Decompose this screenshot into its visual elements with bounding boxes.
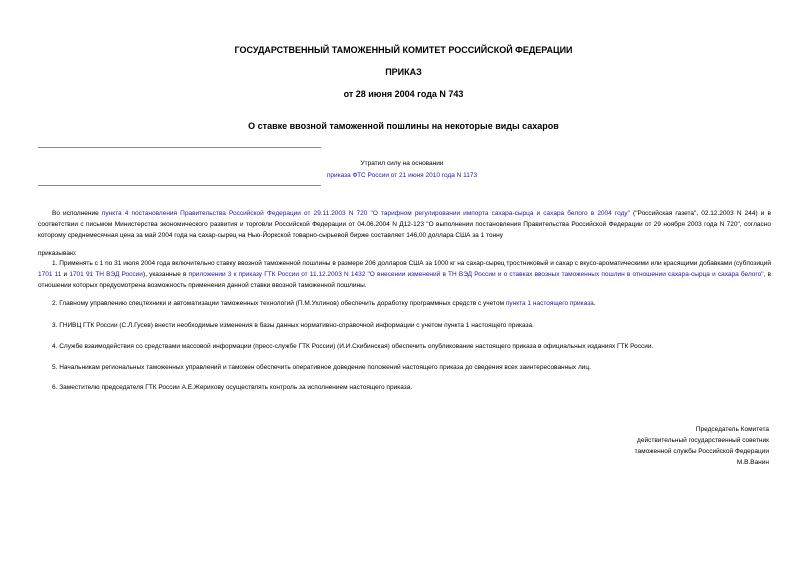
p1-text-1: 1. Применять с 1 по 31 июля 2004 года включительно ставку ввозной таможенной пошлины в размере 206 долларов США за 1000 кг на сахар-сырец тростниковый и сахар с вкусо-ароматическими или красящими добавками (субпозиций	[52, 260, 771, 267]
divider-bottom	[38, 185, 321, 186]
preamble-text-2: ("Российская газета", 02.12.2003 N 244) и в соответствии с письмом Министерства экономического развития и торговли Российской Федерации от 04.06.2004 N Д12-123 "О выполнении постановления Правительства Российской Федерации от 29 ноября 2003 года N 720", согласно которому среднемесячная цена за май 2004 года на сахар-сырец на Нью-Йоркской товарно-сырьевой бирже составляет 146,00 доллара США за 1 тонну	[38, 210, 771, 239]
paragraph-5: 5. Начальникам региональных таможенных управлений и таможен обеспечить оперативное доведение положений настоящего приказа до сведения всех заинтересованных лиц.	[52, 364, 591, 371]
point-1-link[interactable]: пункта 1 настоящего приказа	[505, 300, 594, 307]
status-note: Утратил силу на основании	[360, 160, 444, 167]
p1-text-3: ), указанные в	[142, 271, 189, 278]
government-decree-link[interactable]: пункта 4 постановления Правительства Российской Федерации от 29.11.2003 N 720 "О тарифном регулировании импорта сахара-сырца и сахара белого в 2004 году"	[101, 210, 630, 217]
signature-title: Председатель Комитета	[695, 426, 769, 433]
paragraph-3: 3. ГНИВЦ ГТК России (С.Л.Гусев) внести необходимые изменения в базы данных нормативно-справочной информации с учетом пункта 1 настоящего приказа.	[52, 322, 534, 329]
paragraph-1	[38, 258, 771, 291]
p2-text-1: 2. Главному управлению спецтехники и автоматизации таможенных технологий (П.М.Ухлинов) обеспечить доработку программных средств с учетом	[52, 300, 506, 307]
document-date-number: от 28 июня 2004 года N 743	[343, 89, 464, 99]
paragraph-4: 4. Службе взаимодействия со средствами массовой информации (пресс-службе ГТК России) (И.И.Скибинская) обеспечить опубликование настоящего приказа в официальных изданиях ГТК России.	[52, 343, 654, 350]
divider-top	[38, 147, 321, 148]
p2-text-2: .	[593, 300, 596, 307]
preamble-paragraph	[38, 208, 771, 241]
signature-rank: действительный государственный советник	[637, 437, 769, 444]
subheading-1701-91-link[interactable]: 1701 91 ТН ВЭД России	[69, 271, 143, 278]
document-title: О ставке ввозной таможенной пошлины на некоторые виды сахаров	[248, 121, 559, 131]
appendix-3-link[interactable]: приложении 3 к приказу ГТК России от 11.12.2003 N 1432 "О внесении изменений в ТН ВЭД России и о ставках ввозных таможенных пошлин в отношении сахара-сырца и сахара белого"	[188, 271, 764, 278]
status-link-line	[322, 170, 482, 182]
agency-heading: ГОСУДАРСТВЕННЫЙ ТАМОЖЕННЫЙ КОМИТЕТ РОССИЙСКОЙ ФЕДЕРАЦИИ	[234, 45, 573, 55]
repeal-order-link[interactable]: приказа ФТС России от 21 июня 2010 года N 1173	[326, 172, 478, 179]
p1-text-2: и	[61, 271, 70, 278]
document-type: ПРИКАЗ	[385, 67, 422, 77]
signature-block	[635, 424, 769, 468]
subheading-1701-11-link[interactable]: 1701 11	[38, 271, 62, 278]
order-word: приказываю:	[38, 250, 77, 257]
paragraph-6: 6. Заместителю председателя ГТК России А.Е.Жерихову осуществлять контроль за исполнением настоящего приказа.	[52, 384, 413, 391]
signature-name: М.В.Ванин	[736, 459, 769, 466]
paragraph-2	[38, 298, 771, 309]
signature-service: таможенной службы Российской Федерации	[634, 448, 769, 455]
p1-text-4: , в отношении которых предусмотрена возможность применения данной ставки ввозной таможенной пошлины.	[38, 271, 771, 289]
preamble-text-1: Во исполнение	[52, 210, 102, 217]
